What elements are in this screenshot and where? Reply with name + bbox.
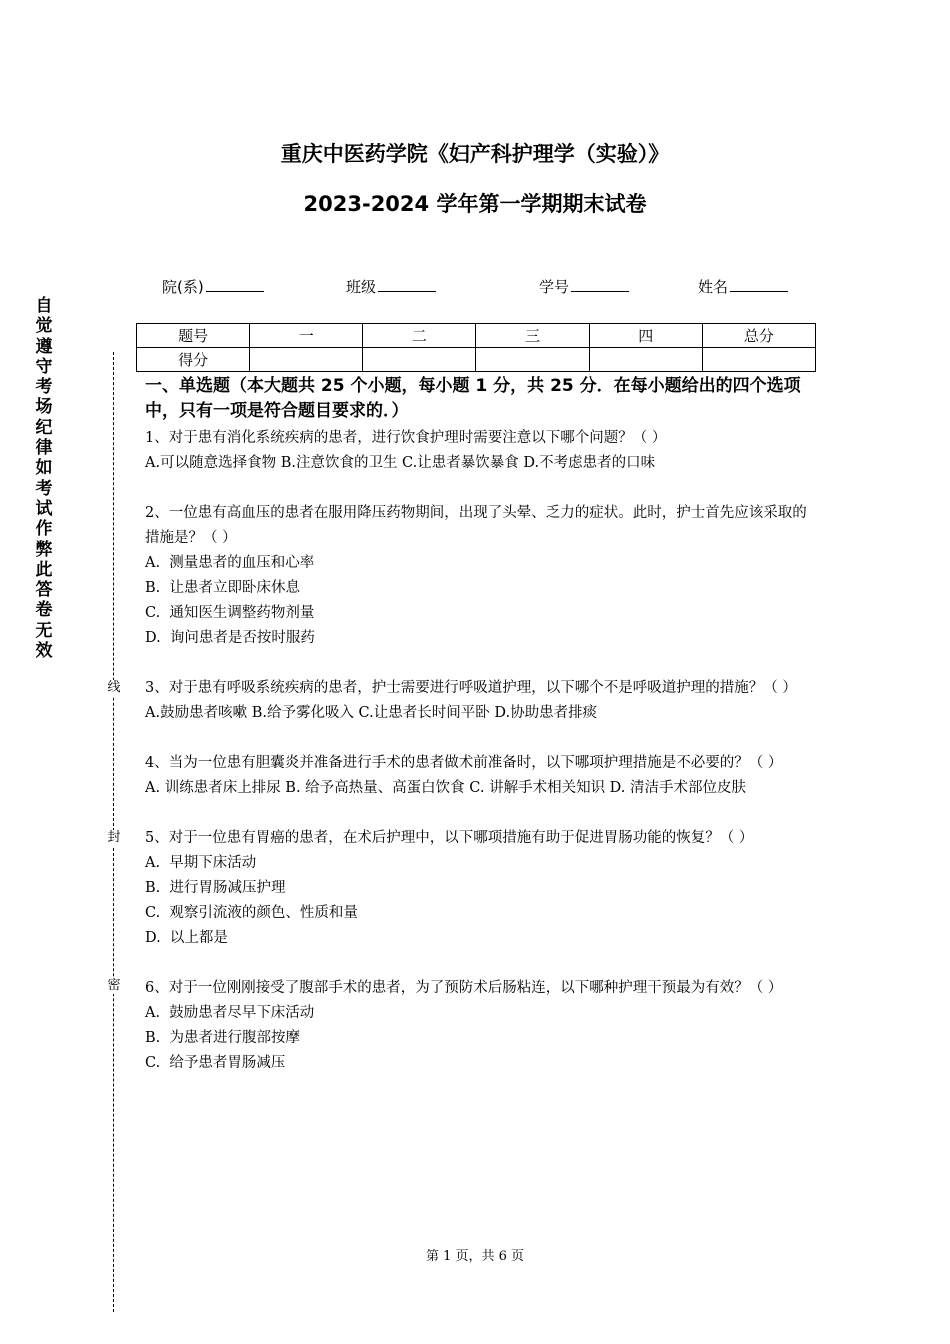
seal-mark-secret: 密: [105, 978, 123, 994]
question-option: D. 询问患者是否按时服药: [145, 630, 315, 646]
question-option: B. 进行胃肠减压护理: [145, 880, 286, 896]
student-id-field[interactable]: [539, 276, 629, 297]
seal-mark-line: 线: [105, 680, 123, 696]
question-item: [145, 826, 810, 951]
name-label: 姓名: [698, 278, 729, 296]
score-header-cell: 二: [363, 324, 476, 348]
score-header-cell: 一: [250, 324, 363, 348]
score-cell[interactable]: [589, 348, 702, 372]
class-blank[interactable]: [378, 277, 436, 292]
question-options: A. 训练患者床上排尿 B. 给予高热量、高蛋白饮食 C. 讲解手术相关知识 D. 清洁手术部位皮肤: [145, 780, 747, 796]
question-stem: 2、一位患有高血压的患者在服用降压药物期间，出现了头晕、乏力的症状。此时，护士首先应该采取的措施是？（ ）: [145, 505, 807, 546]
student-id-label: 学号: [539, 278, 570, 296]
question-options: A.鼓励患者咳嗽 B.给予雾化吸入 C.让患者长时间平卧 D.协助患者排痰: [145, 705, 598, 721]
question-item: [145, 426, 810, 476]
question-option: A. 鼓励患者尽早下床活动: [145, 1005, 315, 1021]
question-option: B. 让患者立即卧床休息: [145, 580, 300, 596]
student-info-row: [0, 276, 950, 300]
question-stem: 5、对于一位患有胃癌的患者，在术后护理中，以下哪项措施有助于促进胃肠功能的恢复？（ ）: [145, 830, 754, 846]
question-stem: 4、当为一位患有胆囊炎并准备进行手术的患者做术前准备时，以下哪项护理措施是不必要的？（ ）: [145, 755, 783, 771]
exam-discipline-notice: 自觉遵守考场纪律如考试作弊此答卷无效: [35, 296, 53, 662]
question-stem: 1、对于患有消化系统疾病的患者，进行饮食护理时需要注意以下哪个问题？（ ）: [145, 430, 667, 446]
dept-field[interactable]: [162, 276, 264, 297]
page-number: 第 1 页，共 6 页: [425, 1249, 525, 1264]
question-option: C. 观察引流液的颜色、性质和量: [145, 905, 358, 921]
question-option: A. 早期下床活动: [145, 855, 257, 871]
exam-title-line2: 2023-2024 学年第一学期期末试卷: [303, 192, 647, 216]
class-label: 班级: [346, 278, 377, 296]
question-item: [145, 751, 810, 801]
score-table-score-row: [137, 348, 816, 372]
score-table: [136, 323, 816, 372]
seal-mark-seal: 封: [105, 830, 123, 846]
score-header-cell: 三: [476, 324, 589, 348]
question-stem: 6、对于一位刚刚接受了腹部手术的患者，为了预防术后肠粘连，以下哪种护理干预最为有效？（ ）: [145, 980, 783, 996]
dept-blank[interactable]: [206, 277, 264, 292]
score-cell[interactable]: [476, 348, 589, 372]
question-options: A.可以随意选择食物 B.注意饮食的卫生 C.让患者暴饮暴食 D.不考虑患者的口味: [145, 455, 656, 471]
score-table-header-row: [137, 324, 816, 348]
question-option: D. 以上都是: [145, 930, 228, 946]
exam-title-line1: 重庆中医药学院《妇产科护理学（实验）》: [280, 142, 670, 166]
question-item: [145, 976, 810, 1076]
question-stem: 3、对于患有呼吸系统疾病的患者，护士需要进行呼吸道护理，以下哪个不是呼吸道护理的措施？（ ）: [145, 680, 797, 696]
score-header-cell: 四: [589, 324, 702, 348]
question-content: [145, 374, 810, 1101]
question-option: C. 给予患者胃肠减压: [145, 1055, 286, 1071]
class-field[interactable]: [346, 276, 436, 297]
question-item: [145, 676, 810, 726]
score-row-label: 得分: [137, 348, 250, 372]
student-id-blank[interactable]: [571, 277, 629, 292]
score-cell[interactable]: [250, 348, 363, 372]
question-option: B. 为患者进行腹部按摩: [145, 1030, 300, 1046]
name-field[interactable]: [698, 276, 788, 297]
question-item: [145, 501, 810, 651]
name-blank[interactable]: [730, 277, 788, 292]
section-heading: 一、单选题（本大题共 25 个小题，每小题 1 分，共 25 分．在每小题给出的四个选项中，只有一项是符合题目要求的．）: [145, 376, 801, 421]
score-cell[interactable]: [702, 348, 815, 372]
score-header-cell: 总分: [702, 324, 815, 348]
score-cell[interactable]: [363, 348, 476, 372]
score-header-cell: 题号: [137, 324, 250, 348]
question-option: C. 通知医生调整药物剂量: [145, 605, 315, 621]
dept-label: 院(系): [162, 278, 204, 296]
question-option: A. 测量患者的血压和心率: [145, 555, 315, 571]
